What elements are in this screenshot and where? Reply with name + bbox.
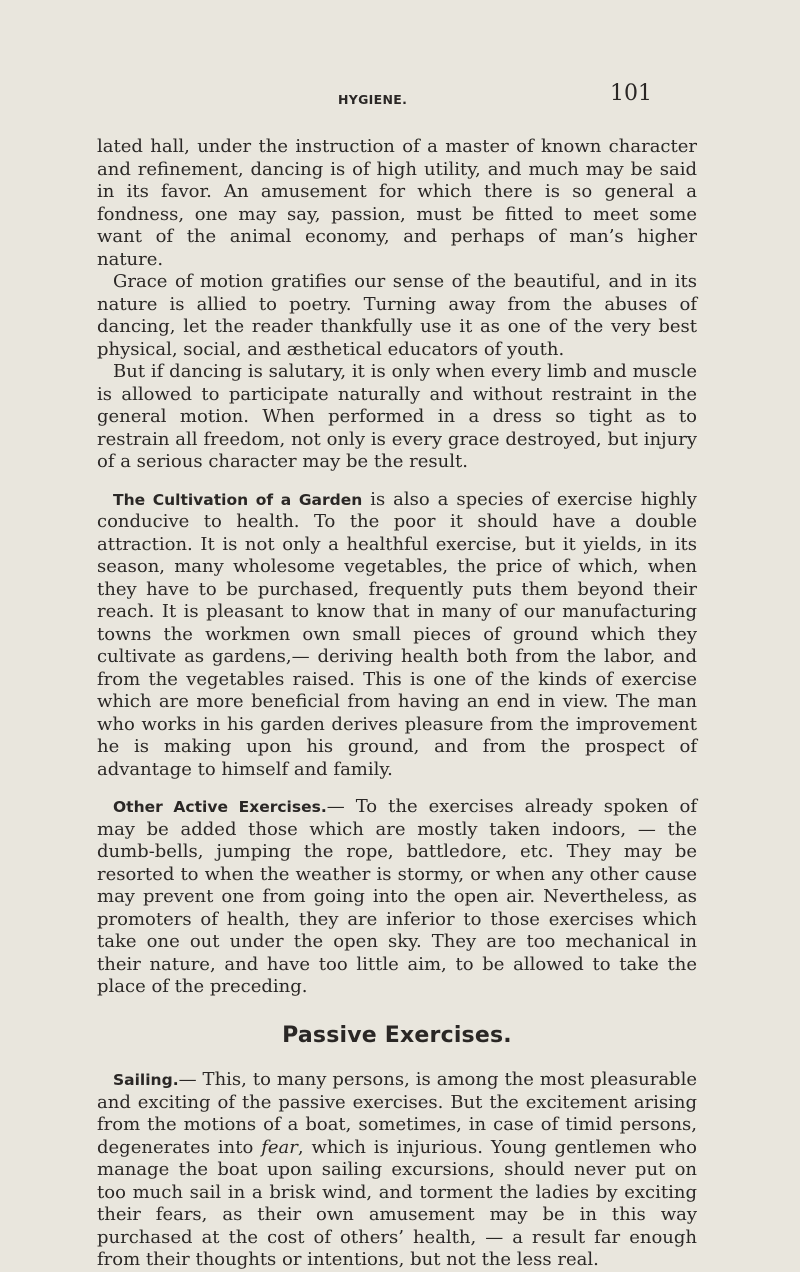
paragraph-dancing-utility: lated hall, under the instruction of a master of known character and refinement, dancing is of high utility, and much may be said in its favor. An amusement for which there is so general a fondness, one may say, passion, must be fitted to meet some want of the animal economy, and perhaps of man’s higher nature. [97,136,697,270]
section-heading-passive-exercises: Passive Exercises. [282,1022,512,1048]
paragraph-other-active [97,796,697,999]
running-head [0,81,800,124]
paragraph-garden [97,489,697,782]
paragraph-sailing [97,1069,697,1272]
run-in-heading-sailing: Sailing. [113,1071,179,1089]
paragraph-dancing-restraint: But if dancing is salutary, it is only when every limb and muscle is allowed to participate naturally and without restraint in the general motion. When performed in a dress so tight as to restrain all freedom, not only is every grace destroyed, but injury of a serious character may be the result. [97,361,697,472]
run-in-heading-other-active: Other Active Exercises. [113,798,327,816]
run-in-heading-garden: The Cultivation of a Garden [113,490,363,509]
paragraph-garden-text: is also a species of exercise highly conducive to health. To the poor it should have a double attraction. It is not only a healthful exercise, but it yields, in its season, many wholesome vegetables, the price of which, when they have to be purchased, frequently puts them beyond their reach. It is pleasant to know that in many of our manufacturing towns the workmen own small pieces of ground which they cultivate as gardens,— deriving health both from the labor, and from the vegetables raised. This is one of the kinds of exercise which are more beneficial from having an end in view. The man who works in his garden derives pleasure from the improvement he is making upon his ground, and from the prospect of advantage to himself and family. [97,488,697,780]
running-title: HYGIENE. [338,92,408,107]
emphasis-fear: fear [261,1136,298,1158]
paragraph-other-active-text: — To the exercises already spoken of may be added those which are mostly taken indoors, — the dumb-bells, jumping the rope, battledore, etc. They may be resorted to when the weather is stormy, or when any other cause may prevent one from going into the open air. Nevertheless, as promoters of health, they are inferior to those exercises which take one out under the open sky. They are too mechanical in their nature, and have too little aim, to be allowed to take the place of the preceding. [97,796,697,997]
body-text [97,136,697,1272]
paragraph-grace-of-motion: Grace of motion gratifies our sense of the beautiful, and in its nature is allied to poetry. Turning away from the abuses of dancing, let the reader thankfully use it as one of the very best physical, social, and æsthetical educators of youth. [97,271,697,360]
page-number: 101 [610,81,652,106]
paragraph-sailing-text-b: , which is injurious. Young gentlemen who manage the boat upon sailing excursions, should never put on too much sail in a brisk wind, and torment the ladies by exciting their fears, as their own amusement may be in this way purchased at the cost of others’ health, — a result far enough from their thoughts or intentions, but not the less real. [97,1136,697,1270]
paragraph-sailing-text-a: — This, to many persons, is among the most pleasurable and exciting of the passive exercises. But the excitement arising from the motions of a boat, sometimes, in case of timid persons, degenerates into [97,1069,697,1158]
